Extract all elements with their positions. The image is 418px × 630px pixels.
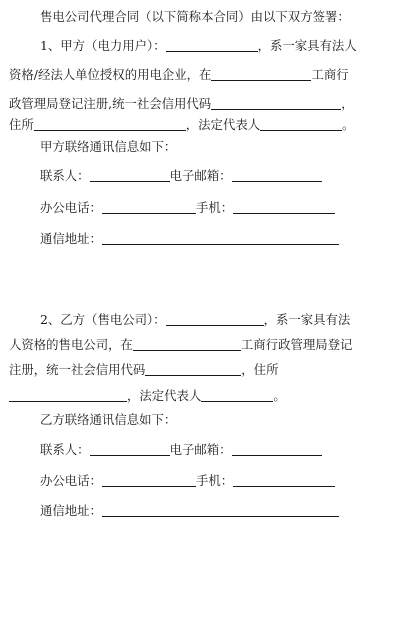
party-a-line-4 bbox=[9, 117, 355, 133]
office-phone-label: 办公电话： bbox=[40, 200, 102, 215]
party-b-phone-row bbox=[40, 473, 335, 489]
party-a-representative-blank bbox=[260, 118, 342, 131]
office-phone-label: 办公电话： bbox=[40, 473, 102, 488]
party-b-text: ，住所 bbox=[241, 362, 279, 377]
party-a-contact-row bbox=[40, 168, 322, 184]
party-b-address-row bbox=[40, 503, 339, 519]
party-a-line-2 bbox=[9, 67, 349, 83]
party-b-contact-heading bbox=[40, 412, 176, 428]
contact-blank bbox=[90, 169, 170, 182]
email-blank bbox=[232, 169, 322, 182]
party-a-text: 。 bbox=[342, 117, 355, 132]
mobile-label: 手机： bbox=[195, 200, 234, 215]
address-blank bbox=[102, 232, 339, 245]
party-a-text: ，法定代表人 bbox=[185, 117, 261, 132]
party-a-text: ， bbox=[341, 96, 354, 111]
party-b-credit-code-blank bbox=[145, 363, 241, 376]
office-phone-blank bbox=[102, 201, 196, 214]
party-b-line-3 bbox=[9, 362, 278, 378]
party-b-text: ，系一家具有法 bbox=[263, 312, 351, 327]
contact-label: 联系人： bbox=[40, 442, 90, 457]
party-b-representative-blank bbox=[201, 389, 273, 402]
party-b-text: 人资格的售电公司，在 bbox=[9, 337, 133, 352]
email-blank bbox=[232, 443, 322, 456]
party-b-line-4 bbox=[9, 388, 286, 404]
party-a-text: 政管理局登记注册,统一社会信用代码 bbox=[9, 96, 212, 111]
party-b-address-blank bbox=[9, 389, 127, 402]
party-b-registry-blank bbox=[133, 338, 241, 351]
heading-text: 甲方联络通讯信息如下： bbox=[40, 139, 177, 154]
heading-text: 乙方联络通讯信息如下： bbox=[40, 412, 177, 427]
party-a-text: 资格/经法人单位授权的用电企业，在 bbox=[9, 67, 212, 82]
address-label: 通信地址： bbox=[40, 231, 102, 246]
party-b-name-blank bbox=[166, 313, 264, 326]
party-a-text: 住所 bbox=[9, 117, 34, 132]
contact-blank bbox=[90, 443, 170, 456]
party-b-text: 注册，统一社会信用代码 bbox=[9, 362, 146, 377]
address-blank bbox=[102, 504, 339, 517]
office-phone-blank bbox=[102, 474, 196, 487]
party-a-line-3 bbox=[9, 96, 354, 112]
email-label: 电子邮箱： bbox=[169, 168, 232, 183]
party-b-line-2 bbox=[9, 337, 352, 353]
email-label: 电子邮箱： bbox=[169, 442, 232, 457]
party-a-label: 1、甲方（电力用户）： bbox=[40, 38, 166, 53]
mobile-label: 手机： bbox=[195, 473, 234, 488]
party-a-registry-blank bbox=[211, 68, 311, 81]
party-b-text: ，法定代表人 bbox=[127, 388, 202, 403]
address-label: 通信地址： bbox=[40, 503, 102, 518]
party-a-line-1 bbox=[40, 38, 357, 54]
contact-label: 联系人： bbox=[40, 168, 90, 183]
mobile-blank bbox=[233, 474, 335, 487]
party-a-text: ，系一家具有法人 bbox=[257, 38, 357, 53]
intro-line bbox=[40, 9, 350, 25]
party-b-text: 。 bbox=[273, 388, 286, 403]
party-a-credit-code-blank bbox=[211, 97, 341, 110]
party-b-line-1 bbox=[40, 312, 350, 328]
party-a-phone-row bbox=[40, 200, 335, 216]
party-b-text: 工商行政管理局登记 bbox=[240, 337, 353, 352]
party-a-text: 工商行 bbox=[311, 67, 349, 82]
party-a-address-row bbox=[40, 231, 339, 247]
mobile-blank bbox=[233, 201, 335, 214]
party-b-contact-row bbox=[40, 442, 322, 458]
party-b-label: 2、乙方（售电公司）： bbox=[40, 312, 166, 327]
party-a-name-blank bbox=[166, 39, 258, 52]
intro-text: 售电公司代理合同（以下简称本合同）由以下双方签署： bbox=[40, 9, 350, 24]
party-a-address-blank bbox=[34, 118, 186, 131]
party-a-contact-heading bbox=[40, 139, 176, 155]
